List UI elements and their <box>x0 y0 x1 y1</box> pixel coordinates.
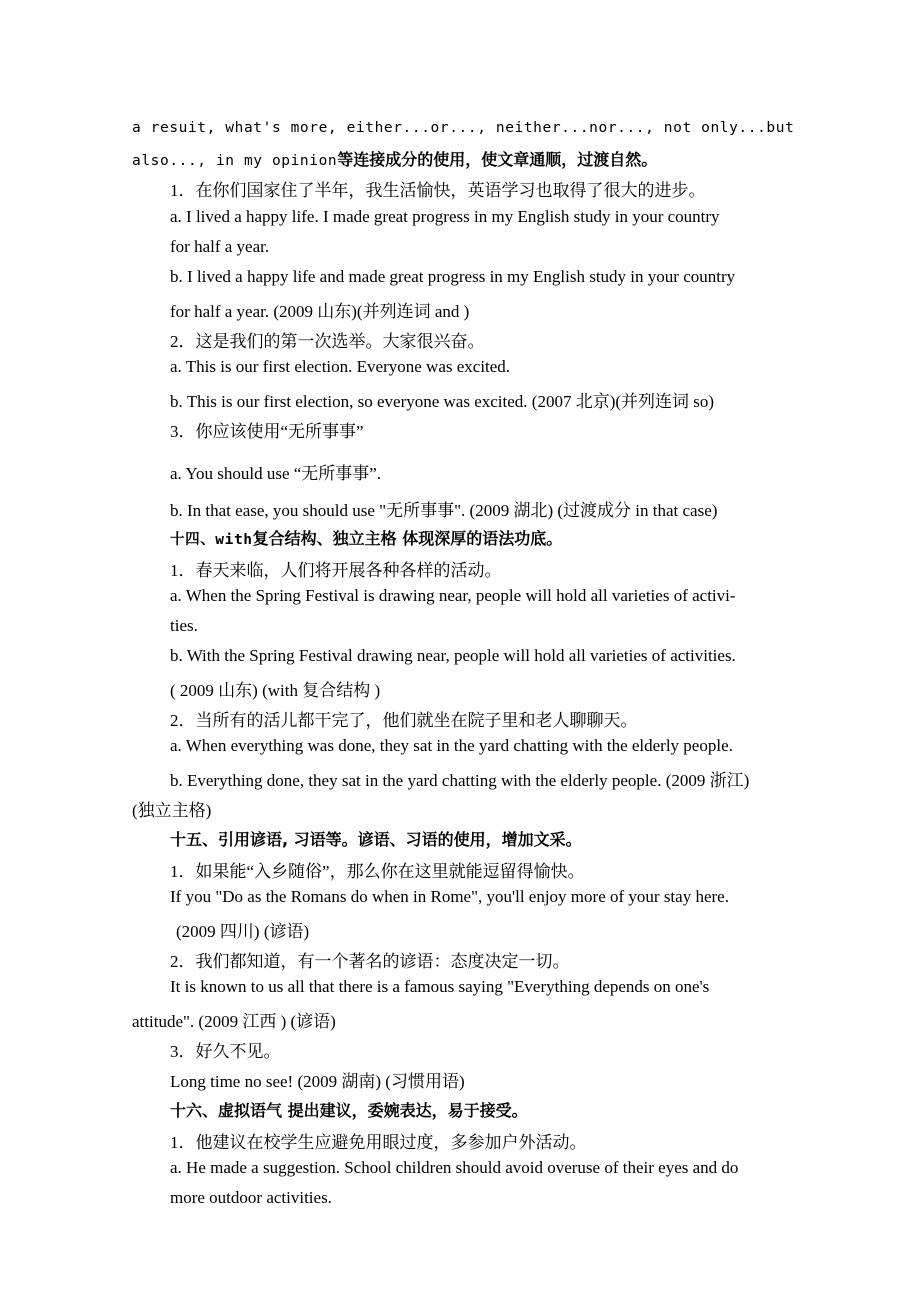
connector-description: 等连接成分的使用，使文章通顺，过渡自然。 <box>337 150 658 169</box>
example-1-chinese: 1．在你们国家住了半年，我生活愉快，英语学习也取得了很大的进步。 <box>170 181 706 200</box>
s14-example-2-a: a. When everything was done, they sat in the yard chatting with the elderly people. <box>170 736 733 755</box>
section-14-title: 复合结构、独立主格 体现深厚的语法功底。 <box>252 529 563 548</box>
example-1-b-cont: for half a year. (2009 山东)(并列连词 and ) <box>170 302 470 321</box>
s14-example-1-b-cont: ( 2009 山东) (with 复合结构 ) <box>170 681 381 700</box>
s14-example-1-b: b. With the Spring Festival drawing near, people will hold all varieties of activities. <box>170 646 736 665</box>
connector-list-tail: also..., in my opinion <box>132 153 338 169</box>
example-1-a-cont: for half a year. <box>170 237 270 256</box>
s14-example-2-chinese: 2．当所有的活儿都干完了，他们就坐在院子里和老人聊聊天。 <box>170 711 638 730</box>
example-2-b: b. This is our first election, so everyone was excited. (2007 北京)(并列连词 so) <box>170 392 715 411</box>
s16-example-1-a: a. He made a suggestion. School children should avoid overuse of their eyes and do <box>170 1158 739 1177</box>
example-1-b: b. I lived a happy life and made great progress in my English study in your country <box>170 267 736 286</box>
s16-example-1-a-cont: more outdoor activities. <box>170 1188 332 1207</box>
s15-example-3-chinese: 3．好久不见。 <box>170 1042 281 1061</box>
section-14-prefix: 十四、with <box>170 532 253 548</box>
connector-list-line-2 <box>132 147 657 170</box>
section-14-heading <box>170 526 562 549</box>
example-3-chinese: 3．你应该使用“无所事事” <box>170 422 364 441</box>
s15-example-2-chinese: 2．我们都知道，有一个著名的谚语：态度决定一切。 <box>170 952 570 971</box>
s15-example-2-english: It is known to us all that there is a famous saying "Everything depends on one's <box>170 977 710 996</box>
s15-example-3-english: Long time no see! (2009 湖南) (习惯用语) <box>170 1072 465 1091</box>
s16-example-1-chinese: 1．他建议在校学生应避免用眼过度，多参加户外活动。 <box>170 1133 587 1152</box>
s14-example-1-a: a. When the Spring Festival is drawing near, people will hold all varieties of activi- <box>170 586 736 605</box>
s14-example-2-b-cont: (独立主格) <box>132 801 212 820</box>
example-3-a: a. You should use “无所事事”. <box>170 464 382 483</box>
s15-example-1-english: If you "Do as the Romans do when in Rome", you'll enjoy more of your stay here. <box>170 887 729 906</box>
example-1-a: a. I lived a happy life. I made great progress in my English study in your country <box>170 207 720 226</box>
s14-example-1-chinese: 1．春天来临，人们将开展各种各样的活动。 <box>170 561 502 580</box>
s15-example-1-chinese: 1．如果能“入乡随俗”，那么你在这里就能逗留得愉快。 <box>170 862 585 881</box>
s14-example-2-b: b. Everything done, they sat in the yard chatting with the elderly people. (2009 浙江) <box>170 771 750 790</box>
example-3-b: b. In that ease, you should use "无所事事". (2009 湖北) (过渡成分 in that case) <box>170 501 718 520</box>
connector-list-line: a resuit, what's more, either...or..., neither...nor..., not only...but <box>132 120 795 136</box>
s14-example-1-a-cont: ties. <box>170 616 198 635</box>
section-16-heading: 十六、虚拟语气 提出建议，委婉表达，易于接受。 <box>170 1101 528 1120</box>
s15-example-2-english-cont: attitude". (2009 江西 ) (谚语) <box>132 1012 336 1031</box>
example-2-chinese: 2．这是我们的第一次选举。大家很兴奋。 <box>170 332 485 351</box>
s15-example-1-source: (2009 四川) (谚语) <box>176 922 310 941</box>
section-15-heading: 十五、引用谚语, 习语等。谚语、习语的使用，增加文采。 <box>170 830 582 849</box>
example-2-a: a. This is our first election. Everyone was excited. <box>170 357 511 376</box>
